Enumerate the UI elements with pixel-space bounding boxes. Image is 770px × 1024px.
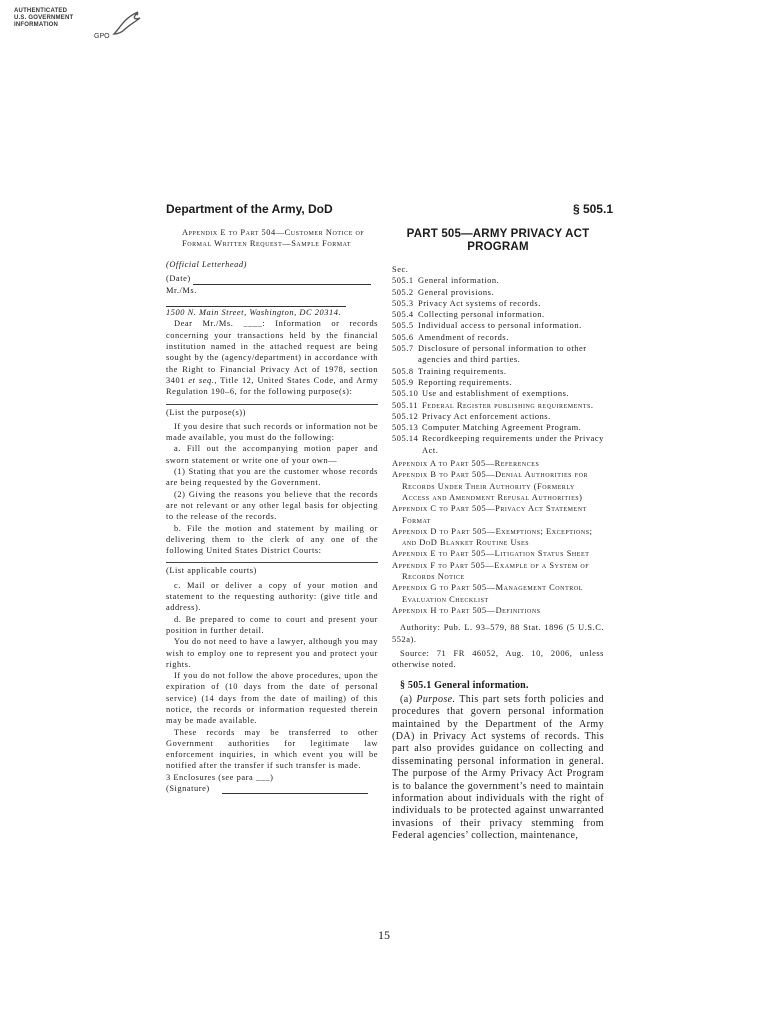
- logo-line-1: AUTHENTICATED: [14, 8, 68, 14]
- paragraph-transfer: These records may be transferred to other Government authorities for legitimate law enforcement inquiries, in which event you will be notified after the transfer if such transfer is made.: [166, 727, 378, 771]
- courts-rule: [166, 562, 378, 563]
- toc-item: 505.2 General provisions.: [392, 287, 495, 297]
- section-heading: § 505.1 General information.: [400, 680, 529, 692]
- gpo-authentication-logo: [14, 6, 144, 46]
- toc-item: 505.9 Reporting requirements.: [392, 377, 513, 387]
- toc-item: 505.6 Amendment of records.: [392, 332, 509, 342]
- toc-item: 505.7 Disclosure of personal information to other agencies and third parties.: [392, 344, 587, 365]
- appendix-e-title: Appendix E to Part 504—Customer Notice of Formal Written Request—Sample Format: [182, 228, 365, 248]
- appendix-item: Appendix D to Part 505—Exemptions; Exceptions; and DoD Blanket Routine Uses: [392, 526, 593, 548]
- toc-item: 505.3 Privacy Act systems of records.: [392, 298, 541, 308]
- part-title: PART 505—ARMY PRIVACY ACT PROGRAM: [406, 228, 590, 253]
- paragraph-desire: If you desire that such records or information not be made available, you must do the following:: [166, 421, 378, 443]
- toc-item: 505.12 Privacy Act enforcement actions.: [392, 411, 551, 421]
- appendix-item: Appendix G to Part 505—Management Control Evaluation Checklist: [392, 583, 583, 604]
- paragraph-dear: Dear Mr./Ms. ____: Information or records concerning your transactions held by the financial institution named in the attached request are being sought by the (agency/department) in accordance with the Right to Financial Privacy Act of 1978, section 3401 et seq., Title 12, United States Code, and Army Regulation 190–6, for the following purpose(s):: [166, 319, 379, 397]
- appendix-item: Appendix B to Part 505—Denial Authorities for Records Under Their Authority (Formerly Access and Amendment Refusal Authorities): [392, 470, 589, 502]
- toc-item: 505.1 General information.: [392, 276, 500, 286]
- address: 1500 N. Main Street, Washington, DC 20314.: [166, 308, 342, 318]
- source-note: Source: 71 FR 46052, Aug. 10, 2006, unless otherwise noted.: [392, 648, 604, 670]
- page-number: 15: [378, 928, 390, 942]
- toc-item: 505.13 Computer Matching Agreement Program.: [392, 423, 582, 433]
- date-line: [166, 273, 378, 284]
- appendix-item: Appendix A to Part 505—References: [392, 459, 540, 469]
- signature-label: (Signature): [166, 784, 210, 794]
- toc-item: 505.11 Federal Register publishing requirements.: [392, 400, 594, 410]
- enclosures: 3 Enclosures (see para ___): [166, 772, 274, 782]
- left-column: [166, 228, 378, 794]
- paragraph-d: d. Be prepared to come to court and present your position in further detail.: [166, 614, 378, 635]
- appendix-item: Appendix E to Part 505—Litigation Status Sheet: [392, 549, 590, 559]
- authority-note: Authority: Pub. L. 93–579, 88 Stat. 1896 (5 U.S.C. 552a).: [392, 623, 604, 644]
- eagle-icon: [110, 8, 144, 38]
- signature-line: [166, 783, 378, 794]
- logo-line-2: U.S. GOVERNMENT: [14, 15, 74, 21]
- list-purposes: (List the purpose(s)): [166, 407, 246, 417]
- signature-blank: [222, 793, 368, 794]
- date-blank: [193, 284, 371, 285]
- toc-item: 505.14 Recordkeeping requirements under the Privacy Act.: [392, 434, 604, 455]
- toc-item: 505.8 Training requirements.: [392, 366, 507, 376]
- letterhead: (Official Letterhead): [166, 260, 247, 269]
- list-courts: (List applicable courts): [166, 566, 257, 576]
- paragraph-a: a. Fill out the accompanying motion paper and sworn statement or write one of your own—: [166, 444, 378, 465]
- sec-label: Sec.: [392, 265, 409, 274]
- paragraph-procedures: If you do not follow the above procedures, upon the expiration of (10 days from the date of personal service) (14 days from the date of mailing) of this notice, the records or information requested therein may be made available.: [166, 671, 378, 726]
- name-line: [166, 285, 378, 308]
- right-column: [392, 228, 604, 843]
- appendix-item: Appendix H to Part 505—Definitions: [392, 605, 541, 615]
- appendix-item: Appendix C to Part 505—Privacy Act Statement Format: [392, 504, 587, 525]
- logo-text: [14, 8, 114, 29]
- paragraph-c: c. Mail or deliver a copy of your motion and statement to the requesting authority: (give title and address).: [166, 580, 378, 613]
- section-body: (a) Purpose. This part sets forth policies and procedures that govern personal information maintained by the Department of the Army (DA) in Privacy Act systems of records. This part also provides guidance on collecting and disseminating personal information in general. The purpose of the Army Privacy Act Program is to balance the government’s need to maintain information about individuals with the right of individuals to be protected against unwarranted invasions of their privacy stemming from Federal agencies’ collection, maintenance,: [392, 693, 604, 842]
- paragraph-a1: (1) Stating that you are the customer whose records are being requested by the Government.: [166, 467, 378, 488]
- logo-line-3: INFORMATION: [14, 22, 59, 28]
- paragraph-a2: (2) Giving the reasons you believe that the records are not relevant or any other legal basis for objecting to the release of the records.: [166, 489, 378, 522]
- toc-item: 505.10 Use and establishment of exemptions.: [392, 389, 570, 399]
- running-header-agency: Department of the Army, DoD: [166, 202, 333, 216]
- toc-item: 505.5 Individual access to personal information.: [392, 321, 582, 331]
- toc-item: 505.4 Collecting personal information.: [392, 310, 545, 320]
- name-label: Mr./Ms.: [166, 285, 197, 295]
- date-label: (Date): [166, 274, 191, 284]
- paragraph-lawyer: You do not need to have a lawyer, although you may wish to employ one to represent you and protect your rights.: [166, 637, 378, 669]
- appendix-list: [392, 458, 604, 616]
- purpose-rule: [166, 404, 378, 405]
- appendix-item: Appendix F to Part 505—Example of a System of Records Notice: [392, 560, 590, 582]
- table-of-contents: [392, 275, 604, 456]
- running-header-section: § 505.1: [572, 202, 613, 216]
- paragraph-b: b. File the motion and statement by mailing or delivering them to the clerk of any one of the following United States District Courts:: [166, 523, 378, 556]
- logo-gpo: GPO: [94, 33, 110, 40]
